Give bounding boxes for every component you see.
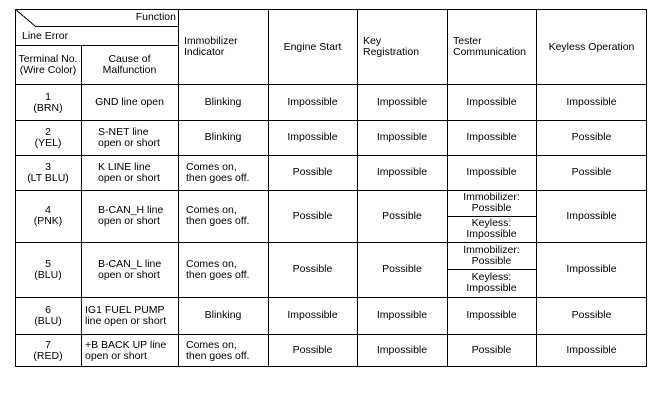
row-7-keyless: Impossible	[566, 344, 617, 356]
row-7-key-registration: Impossible	[376, 344, 428, 356]
row-1-keyless: Impossible	[566, 96, 617, 108]
row-6-immobilizer: Blinking	[204, 309, 242, 321]
function-header: Function	[135, 11, 176, 23]
tester-communication-header: Tester Communication	[453, 35, 526, 58]
row-5-terminal: 5 (BLU)	[34, 257, 62, 281]
line-error-header: Line Error	[22, 30, 69, 42]
row-7-tester: Possible	[471, 344, 512, 356]
row-6-terminal: 6 (BLU)	[34, 303, 62, 327]
row-2-immobilizer: Blinking	[204, 131, 242, 143]
row-4-cause: B-CAN_H line open or short	[98, 204, 164, 227]
row-3-key-registration: Impossible	[376, 166, 428, 178]
row-1-immobilizer: Blinking	[204, 96, 242, 108]
row-5-keyless: Impossible	[566, 263, 617, 275]
row-4-tester-immobilizer: Immobilizer: Possible	[463, 191, 520, 214]
keyless-operation-header: Keyless Operation	[548, 40, 635, 53]
row-5-key-registration: Possible	[382, 263, 422, 275]
row-2-keyless: Possible	[571, 131, 612, 143]
terminal-header: Terminal No. (Wire Color)	[18, 53, 78, 76]
row-1-tester: Impossible	[466, 96, 517, 108]
row-3-immobilizer: Comes on, then goes off.	[186, 160, 250, 184]
row-5-cause: B-CAN_L line open or short	[98, 257, 162, 281]
row-4-tester-keyless: Keyless: Impossible	[466, 217, 517, 240]
row-3-engine-start: Possible	[292, 166, 333, 178]
row-5-immobilizer: Comes on, then goes off.	[186, 257, 250, 281]
row-2-key-registration: Impossible	[376, 131, 428, 143]
row-4-key-registration: Possible	[382, 209, 422, 222]
row-7-engine-start: Possible	[292, 344, 333, 356]
row-3-keyless: Possible	[571, 166, 612, 178]
row-1-key-registration: Impossible	[376, 96, 428, 108]
key-registration-header: Key Registration	[363, 35, 420, 58]
row-2-tester: Impossible	[466, 131, 517, 143]
row-1-engine-start: Impossible	[287, 96, 338, 108]
row-4-engine-start: Possible	[292, 209, 333, 222]
row-1-cause: GND line open	[95, 96, 164, 108]
row-1-terminal: 1 (BRN)	[33, 90, 63, 114]
row-4-immobilizer: Comes on, then goes off.	[186, 204, 250, 227]
row-3-tester: Impossible	[466, 166, 517, 178]
cause-header: Cause of Malfunction	[102, 53, 157, 76]
row-6-tester: Impossible	[466, 309, 517, 321]
row-5-engine-start: Possible	[292, 263, 333, 275]
row-5-tester-keyless: Keyless: Impossible	[466, 271, 517, 294]
immobilizer-header: Immobilizer Indicator	[184, 35, 238, 58]
engine-start-header: Engine Start	[283, 40, 342, 53]
row-7-cause: +B BACK UP line open or short	[85, 338, 167, 362]
row-6-engine-start: Impossible	[287, 309, 338, 321]
row-4-terminal: 4 (PNK)	[33, 204, 63, 227]
row-2-engine-start: Impossible	[287, 131, 338, 143]
row-3-cause: K LINE line open or short	[98, 160, 160, 184]
row-6-keyless: Possible	[571, 309, 612, 321]
row-2-cause: S-NET line open or short	[98, 125, 160, 149]
row-6-cause: IG1 FUEL PUMP line open or short	[85, 303, 167, 327]
row-6-key-registration: Impossible	[376, 309, 428, 321]
diagnosis-table	[15, 9, 647, 367]
row-3-terminal: 3 (LT BLU)	[27, 160, 69, 184]
row-5-tester-immobilizer: Immobilizer: Possible	[463, 243, 520, 267]
row-4-keyless: Impossible	[566, 209, 617, 222]
row-7-terminal: 7 (RED)	[33, 338, 63, 362]
row-7-immobilizer: Comes on, then goes off.	[186, 338, 250, 362]
row-2-terminal: 2 (YEL)	[34, 125, 62, 149]
